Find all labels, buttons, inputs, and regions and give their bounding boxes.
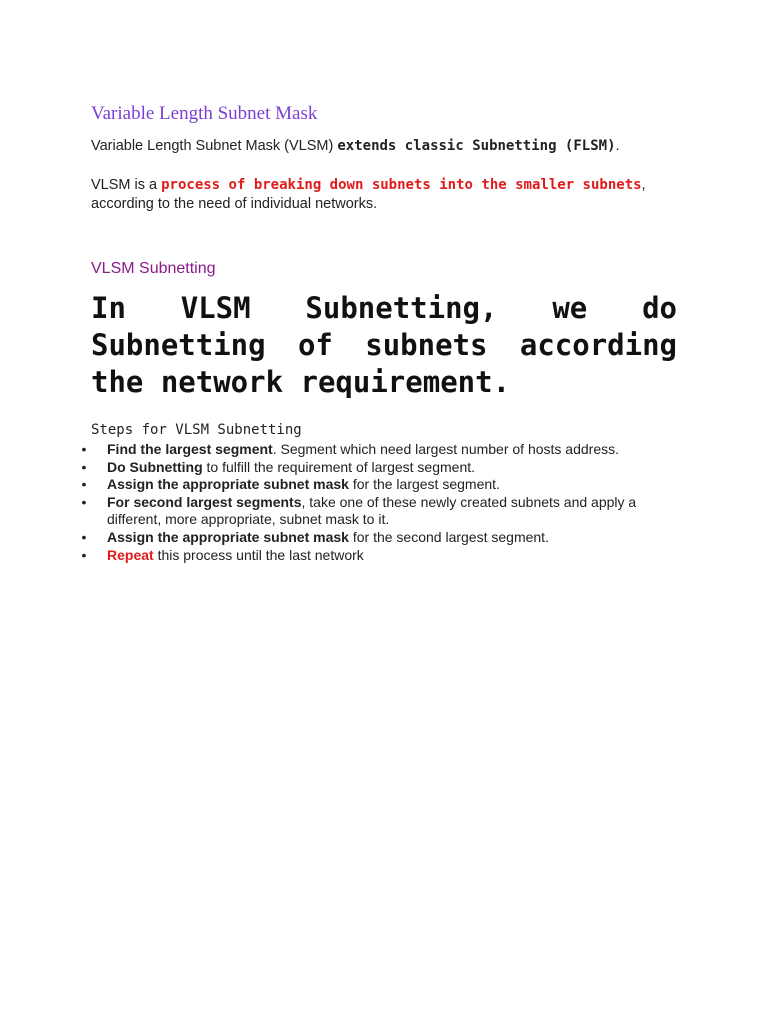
list-item (77, 547, 657, 565)
step-text: to fulfill the requirement of largest segment. (202, 458, 476, 475)
step-bold: For second largest segments (107, 493, 302, 510)
intro-bold-text: extends classic Subnetting (FLSM) (337, 138, 616, 154)
step-bold: Do Subnetting (107, 458, 203, 475)
step-text: . Segment which need largest number of hosts address. (272, 441, 620, 457)
step-text: , take one of these newly created subnets and apply a different, more appropriate, subnet mask to it. (107, 493, 637, 528)
bullet-icon: • (81, 546, 87, 563)
step-bold: Assign the appropriate subnet mask (107, 528, 349, 545)
bullet-icon: • (81, 441, 87, 457)
step-bold: Repeat (107, 546, 154, 563)
steps-heading: Steps for VLSM Subnetting (91, 422, 302, 438)
intro-paragraph (91, 138, 620, 154)
step-bold: Find the largest segment (107, 441, 273, 457)
section-heading: VLSM Subnetting (91, 260, 216, 277)
step-bold: Assign the appropriate subnet mask (107, 476, 349, 493)
list-item (77, 476, 657, 494)
definition-suffix: , according to the need of individual networks. (91, 177, 646, 212)
list-item (77, 459, 657, 477)
steps-list (77, 441, 657, 564)
bullet-icon: • (81, 458, 87, 475)
document-title: Variable Length Subnet Mask (91, 103, 318, 124)
step-text: this process until the last network (153, 546, 364, 563)
list-item (77, 529, 657, 547)
headline-statement: In VLSM Subnetting, we do Subnetting of subnets according the network requirement. (91, 291, 677, 399)
bullet-icon: • (81, 528, 87, 545)
list-item (77, 441, 657, 459)
intro-end: . (615, 138, 620, 154)
intro-text: Variable Length Subnet Mask (VLSM) (91, 138, 338, 154)
definition-highlight: process of breaking down subnets into the smaller subnets (161, 177, 642, 193)
bullet-icon: • (81, 493, 87, 510)
step-text: for the largest segment. (348, 476, 500, 493)
list-item (77, 494, 657, 529)
definition-paragraph (91, 176, 691, 214)
step-text: for the second largest segment. (348, 528, 549, 545)
definition-prefix: VLSM is a (91, 177, 162, 193)
bullet-icon: • (81, 476, 87, 493)
